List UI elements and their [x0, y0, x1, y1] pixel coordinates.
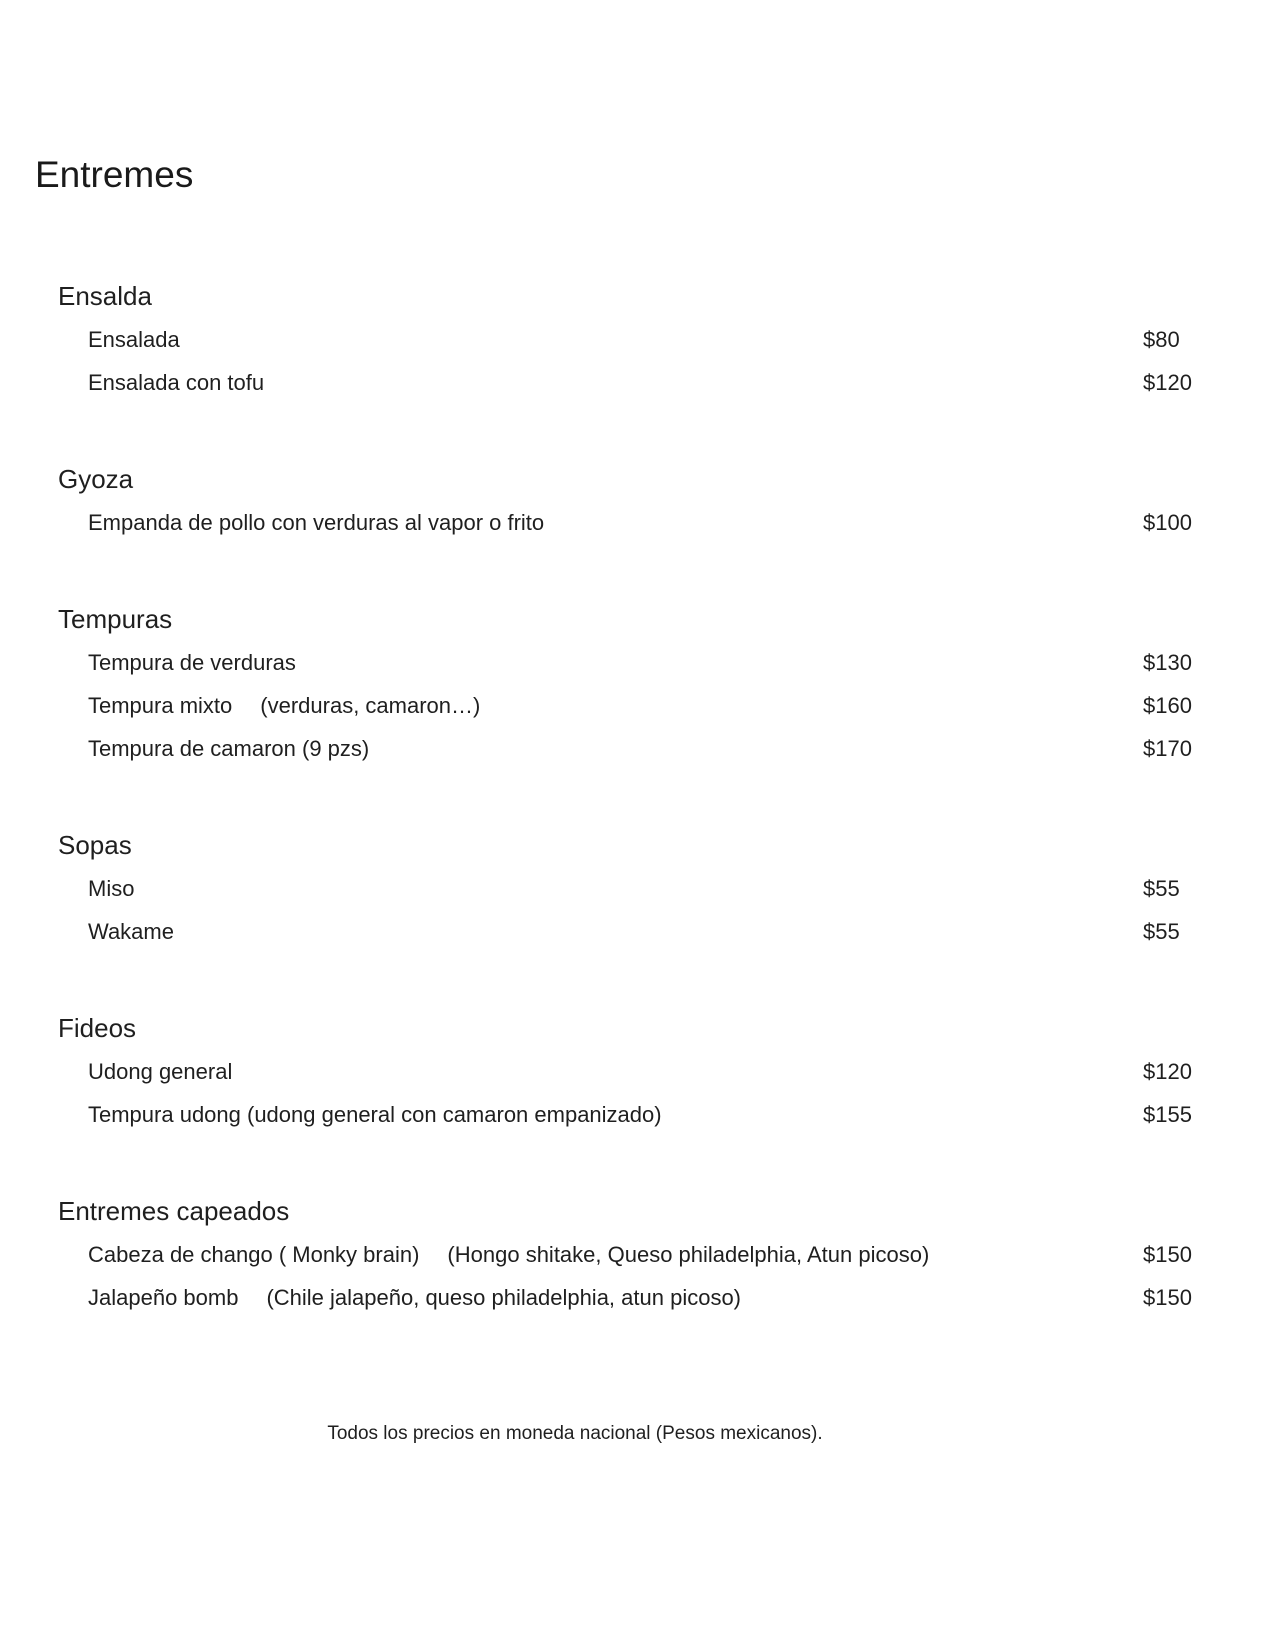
menu-item-name: Tempura udong (udong general con camaron empanizado)	[88, 1102, 662, 1127]
section-title: Ensalda	[58, 281, 152, 311]
menu-item-row	[0, 684, 1275, 727]
menu-item-row	[0, 910, 1275, 953]
menu-item-name: Miso	[88, 876, 135, 901]
menu-item-price: $155	[1143, 1102, 1192, 1127]
menu-section	[0, 1008, 1275, 1136]
footer-note: Todos los precios en moneda nacional (Pesos mexicanos).	[327, 1423, 823, 1444]
menu-item-name: Udong general	[88, 1059, 233, 1084]
section-items	[0, 318, 1275, 404]
menu-item-price: $100	[1143, 510, 1192, 535]
menu-section	[0, 825, 1275, 953]
section-title: Tempuras	[58, 604, 173, 634]
section-title: Gyoza	[58, 464, 134, 494]
menu-item-name: Tempura mixto	[88, 693, 233, 718]
menu-item-row	[0, 361, 1275, 404]
menu-item-row	[0, 318, 1275, 361]
menu-item-price: $150	[1143, 1242, 1192, 1267]
menu-item-price: $150	[1143, 1285, 1192, 1310]
menu-item-name: Ensalada	[88, 327, 180, 352]
section-items	[0, 501, 1275, 544]
menu-item-name: Wakame	[88, 919, 174, 944]
menu-section	[0, 276, 1275, 404]
section-items	[0, 1233, 1275, 1319]
menu-item-price: $55	[1143, 919, 1180, 944]
menu-item-price: $80	[1143, 327, 1180, 352]
section-items	[0, 641, 1275, 770]
menu-item-name: Tempura de camaron (9 pzs)	[88, 736, 370, 761]
menu-item-price: $120	[1143, 370, 1192, 395]
menu-item-name: Ensalada con tofu	[88, 370, 265, 395]
menu-item-price: $130	[1143, 650, 1192, 675]
menu-item-price: $55	[1143, 876, 1180, 901]
menu-item-name: Empanda de pollo con verduras al vapor o frito	[88, 510, 545, 535]
page-title: Entremes	[35, 154, 194, 195]
menu-item-row	[0, 1276, 1275, 1319]
menu-item-row	[0, 867, 1275, 910]
menu-item-name: Jalapeño bomb	[88, 1285, 239, 1310]
menu-item-name: Cabeza de chango ( Monky brain)	[88, 1242, 420, 1267]
section-title: Fideos	[58, 1013, 137, 1043]
menu-item-price: $120	[1143, 1059, 1192, 1084]
section-items	[0, 1050, 1275, 1136]
menu-item-row	[0, 727, 1275, 770]
menu-item-row	[0, 641, 1275, 684]
menu-item-row	[0, 1093, 1275, 1136]
menu-item-note: (Chile jalapeño, queso philadelphia, atun picoso)	[266, 1285, 741, 1310]
menu-item-name: Tempura de verduras	[88, 650, 296, 675]
menu-section	[0, 599, 1275, 770]
menu-item-row	[0, 1233, 1275, 1276]
menu-section	[0, 459, 1275, 544]
section-items	[0, 867, 1275, 953]
menu-sections	[0, 276, 1275, 1319]
menu-section	[0, 1191, 1275, 1319]
menu-item-row	[0, 501, 1275, 544]
menu-item-note: (Hongo shitake, Queso philadelphia, Atun picoso)	[447, 1242, 930, 1267]
section-title: Entremes capeados	[58, 1196, 290, 1226]
menu-item-price: $170	[1143, 736, 1192, 761]
menu-item-note: (verduras, camaron…)	[260, 693, 481, 718]
menu-item-row	[0, 1050, 1275, 1093]
section-title: Sopas	[58, 830, 132, 860]
menu-item-price: $160	[1143, 693, 1192, 718]
